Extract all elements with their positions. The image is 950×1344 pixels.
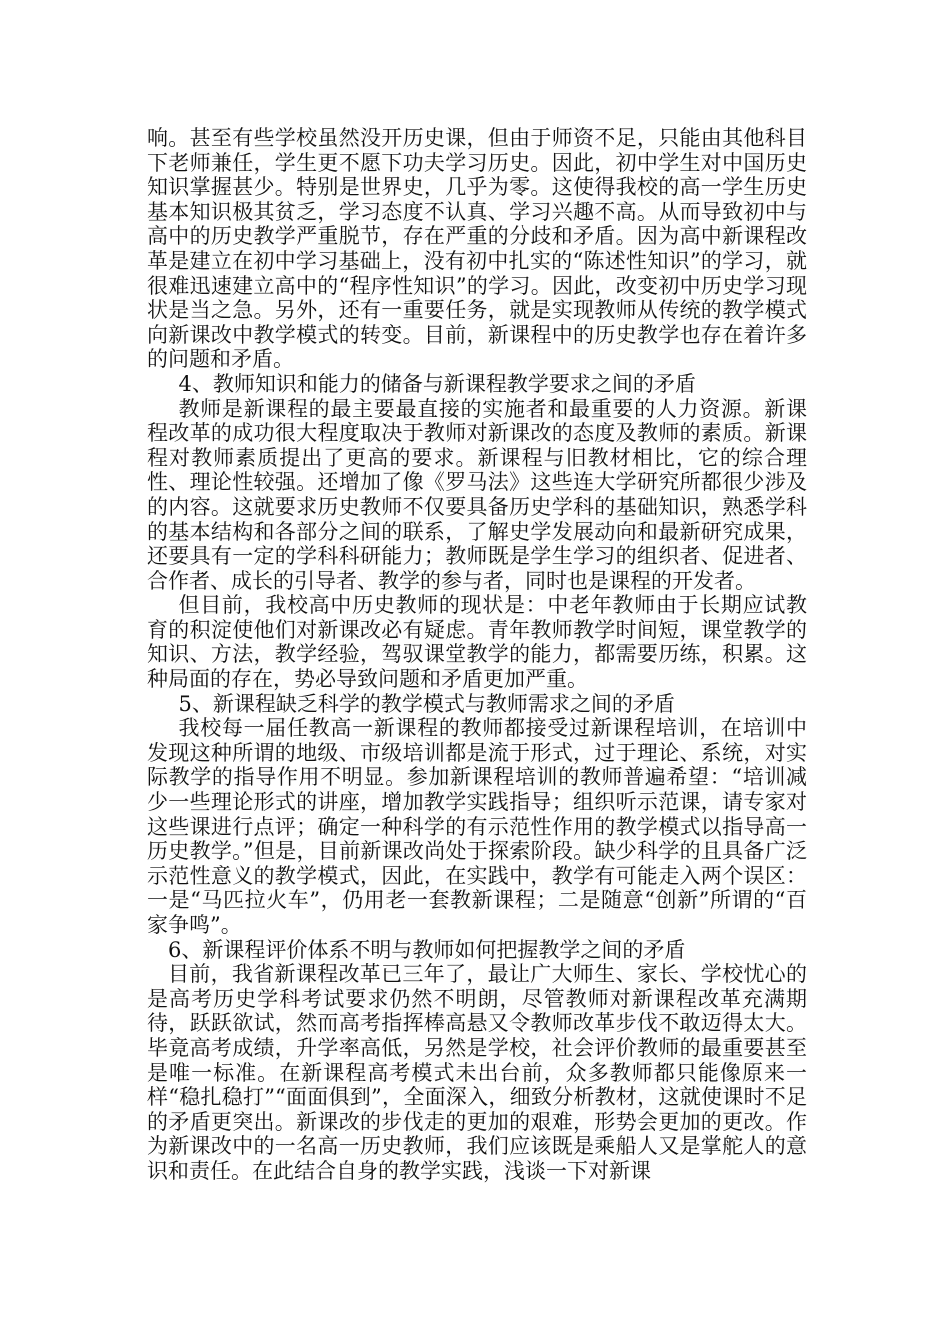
paragraph-continuation: 响。甚至有些学校虽然没开历史课，但由于师资不足，只能由其他科目下老师兼任，学生更不愿下功夫学习历史。因此，初中学生对中国历史知识掌握甚少。特别是世界史，几乎为零。这使得我校的高一学生历史基本知识极其贫乏，学习态度不认真、学习兴趣不高。从而导致初中与高中的历史教学严重脱节，存在严重的分歧和矛盾。因为高中新课程改革是建立在初中学习基础上，没有初中扎实的“陈述性知识”的学习，就很难迅速建立高中的“程序性知识”的学习。因此，改变初中历史学习现状是当之急。另外，还有一重要任务，就是实现教师从传统的教学模式向新课改中教学模式的转变。目前，新课程中的历史教学也存在着许多的问题和矛盾。 [147, 126, 807, 372]
paragraph-teacher-role: 教师是新课程的最主要最直接的实施者和最重要的人力资源。新课程改革的成功很大程度取决于教师对新课改的态度及教师的素质。新课程对教师素质提出了更高的要求。新课程与旧教材相比，它的综合理性、理论性较强。还增加了像《罗马法》这些连大学研究所都很少涉及的内容。这就要求历史教师不仅要具备历史学科的基础知识，熟悉学科的基本结构和各部分之间的联系，了解史学发展动向和最新研究成果，还要具有一定的学科科研能力；教师既是学生学习的组织者、促进者、合作者、成长的引导者、教学的参与者，同时也是课程的开发者。 [147, 396, 807, 593]
paragraph-evaluation: 目前，我省新课程改革已三年了，最让广大师生、家长、学校忧心的是高考历史学科考试要求仍然不明朗，尽管教师对新课程改革充满期待，跃跃欲试，然而高考指挥棒高悬又令教师改革步伐不敢迈得太大。毕竟高考成绩，升学率高低，另然是学校，社会评价教师的最重要甚至是唯一标准。在新课程高考模式未出台前，众多教师都只能像原来一样“稳扎稳打”“面面俱到”，全面深入，细致分析教材，这就使课时不足的矛盾更突出。新课改的步伐走的更加的艰难，形势会更加的更改。作为新课改中的一名高一历史教师，我们应该既是乘船人又是掌舵人的意识和责任。在此结合自身的教学实践，浅谈一下对新课 [147, 962, 807, 1183]
section-heading-6: 6、新课程评价体系不明与教师如何把握教学之间的矛盾 [168, 937, 686, 962]
section-heading-4: 4、教师知识和能力的储备与新课程教学要求之间的矛盾 [178, 371, 696, 396]
document-page [147, 126, 807, 1184]
paragraph-teacher-status: 但目前，我校高中历史教师的现状是：中老年教师由于长期应试教育的积淀使他们对新课改必有疑虑。青年教师教学时间短，课堂教学的知识、方法，教学经验，驾驭课堂教学的能力，都需要历练，积累。这种局面的存在，势必导致问题和矛盾更加严重。 [147, 593, 807, 692]
section-heading-5: 5、新课程缺乏科学的教学模式与教师需求之间的矛盾 [178, 691, 675, 716]
paragraph-training: 我校每一届任教高一新课程的教师都接受过新课程培训，在培训中发现这种所谓的地级、市级培训都是流于形式，过于理论、系统，对实际教学的指导作用不明显。参加新课程培训的教师普遍希望：“培训减少一些理论形式的讲座，增加教学实践指导；组织听示范课，请专家对这些课进行点评；确定一种科学的有示范性作用的教学模式以指导高一历史教学。”但是，目前新课改尚处于探索阶段。缺少科学的且具备广泛示范性意义的教学模式，因此，在实践中，教学有可能走入两个误区：一是“马匹拉火车”，仍用老一套教新课程；二是随意“创新”所谓的“百家争鸣”。 [147, 716, 807, 937]
